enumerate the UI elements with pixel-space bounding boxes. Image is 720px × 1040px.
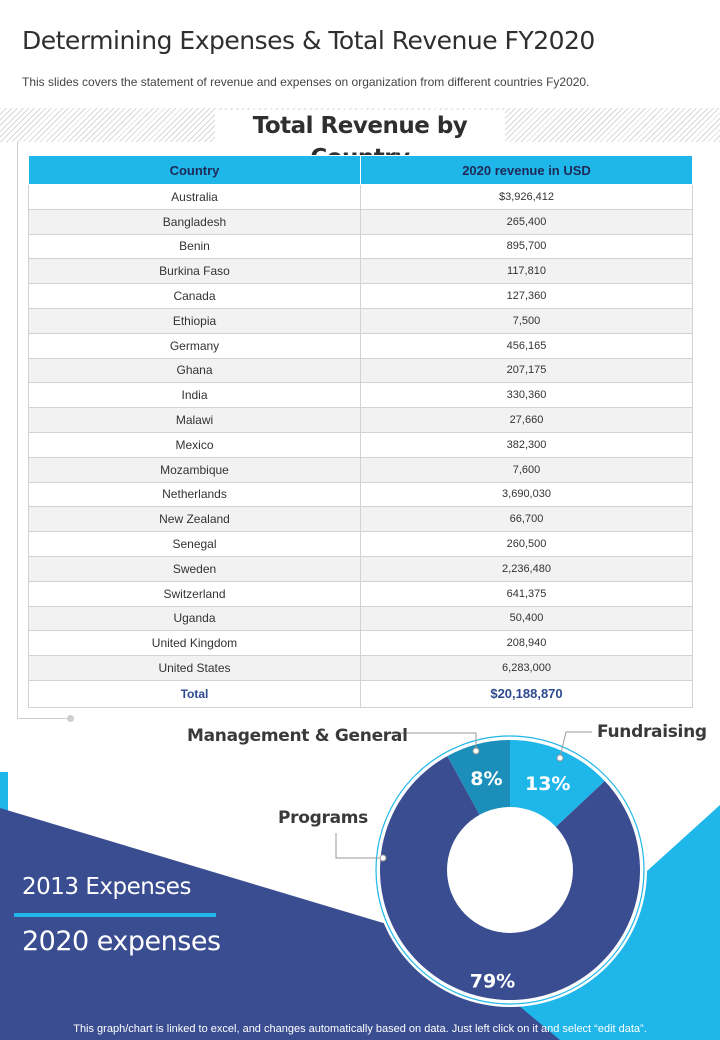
revenue-cell: 641,375 bbox=[361, 581, 693, 606]
revenue-cell: 66,700 bbox=[361, 507, 693, 532]
column-header-revenue: 2020 revenue in USD bbox=[361, 156, 693, 185]
revenue-cell: 50,400 bbox=[361, 606, 693, 631]
country-cell: Australia bbox=[29, 185, 361, 210]
revenue-cell: 260,500 bbox=[361, 532, 693, 557]
page-subtitle: This slides covers the statement of revenue and expenses on organization from different countries Fy2020. bbox=[22, 75, 590, 89]
revenue-cell: 207,175 bbox=[361, 358, 693, 383]
legend-programs: Programs bbox=[278, 808, 368, 828]
country-cell: Sweden bbox=[29, 556, 361, 581]
country-cell: India bbox=[29, 383, 361, 408]
country-cell: United Kingdom bbox=[29, 631, 361, 656]
revenue-cell: 3,690,030 bbox=[361, 482, 693, 507]
callout-dot-management bbox=[473, 748, 479, 754]
revenue-cell: 7,500 bbox=[361, 308, 693, 333]
country-cell: United States bbox=[29, 656, 361, 681]
revenue-cell: 208,940 bbox=[361, 631, 693, 656]
revenue-cell: 382,300 bbox=[361, 432, 693, 457]
donut-value-label: 13% bbox=[524, 772, 571, 795]
country-cell: Canada bbox=[29, 284, 361, 309]
donut-value-label: 79% bbox=[469, 970, 516, 993]
expenses-2020-label: 2020 expenses bbox=[22, 926, 221, 957]
revenue-cell: 265,400 bbox=[361, 209, 693, 234]
expenses-2013-label: 2013 Expenses bbox=[22, 874, 191, 900]
callout-dot-programs bbox=[380, 855, 386, 861]
country-cell: Ethiopia bbox=[29, 308, 361, 333]
country-cell: Netherlands bbox=[29, 482, 361, 507]
section-title: Total Revenue by bbox=[215, 110, 505, 142]
country-cell: Malawi bbox=[29, 408, 361, 433]
revenue-cell: 117,810 bbox=[361, 259, 693, 284]
country-cell: Burkina Faso bbox=[29, 259, 361, 284]
footer-note: This graph/chart is linked to excel, and changes automatically based on data. Just left click on it and select “edit data”. bbox=[73, 1023, 647, 1035]
country-cell: Ghana bbox=[29, 358, 361, 383]
revenue-cell: 2,236,480 bbox=[361, 556, 693, 581]
revenue-cell: 6,283,000 bbox=[361, 656, 693, 681]
legend-fundraising: Fundraising bbox=[597, 722, 707, 742]
total-label: Total bbox=[29, 680, 361, 707]
revenue-cell: 330,360 bbox=[361, 383, 693, 408]
revenue-cell: 895,700 bbox=[361, 234, 693, 259]
legend-management: Management & General bbox=[187, 726, 408, 746]
country-cell: Uganda bbox=[29, 606, 361, 631]
revenue-cell: $3,926,412 bbox=[361, 185, 693, 210]
country-cell: Senegal bbox=[29, 532, 361, 557]
country-cell: Germany bbox=[29, 333, 361, 358]
donut-value-label: 8% bbox=[470, 767, 503, 790]
country-cell: Switzerland bbox=[29, 581, 361, 606]
column-header-country: Country bbox=[29, 156, 361, 185]
country-cell: New Zealand bbox=[29, 507, 361, 532]
revenue-cell: 27,660 bbox=[361, 408, 693, 433]
total-value: $20,188,870 bbox=[361, 680, 693, 707]
country-cell: Mozambique bbox=[29, 457, 361, 482]
revenue-cell: 456,165 bbox=[361, 333, 693, 358]
country-cell: Benin bbox=[29, 234, 361, 259]
country-cell: Bangladesh bbox=[29, 209, 361, 234]
page-title: Determining Expenses & Total Revenue FY2020 bbox=[22, 26, 595, 55]
revenue-cell: 127,360 bbox=[361, 284, 693, 309]
country-cell: Mexico bbox=[29, 432, 361, 457]
callout-dot-fundraising bbox=[557, 755, 563, 761]
revenue-cell: 7,600 bbox=[361, 457, 693, 482]
donut-hole bbox=[447, 807, 573, 933]
